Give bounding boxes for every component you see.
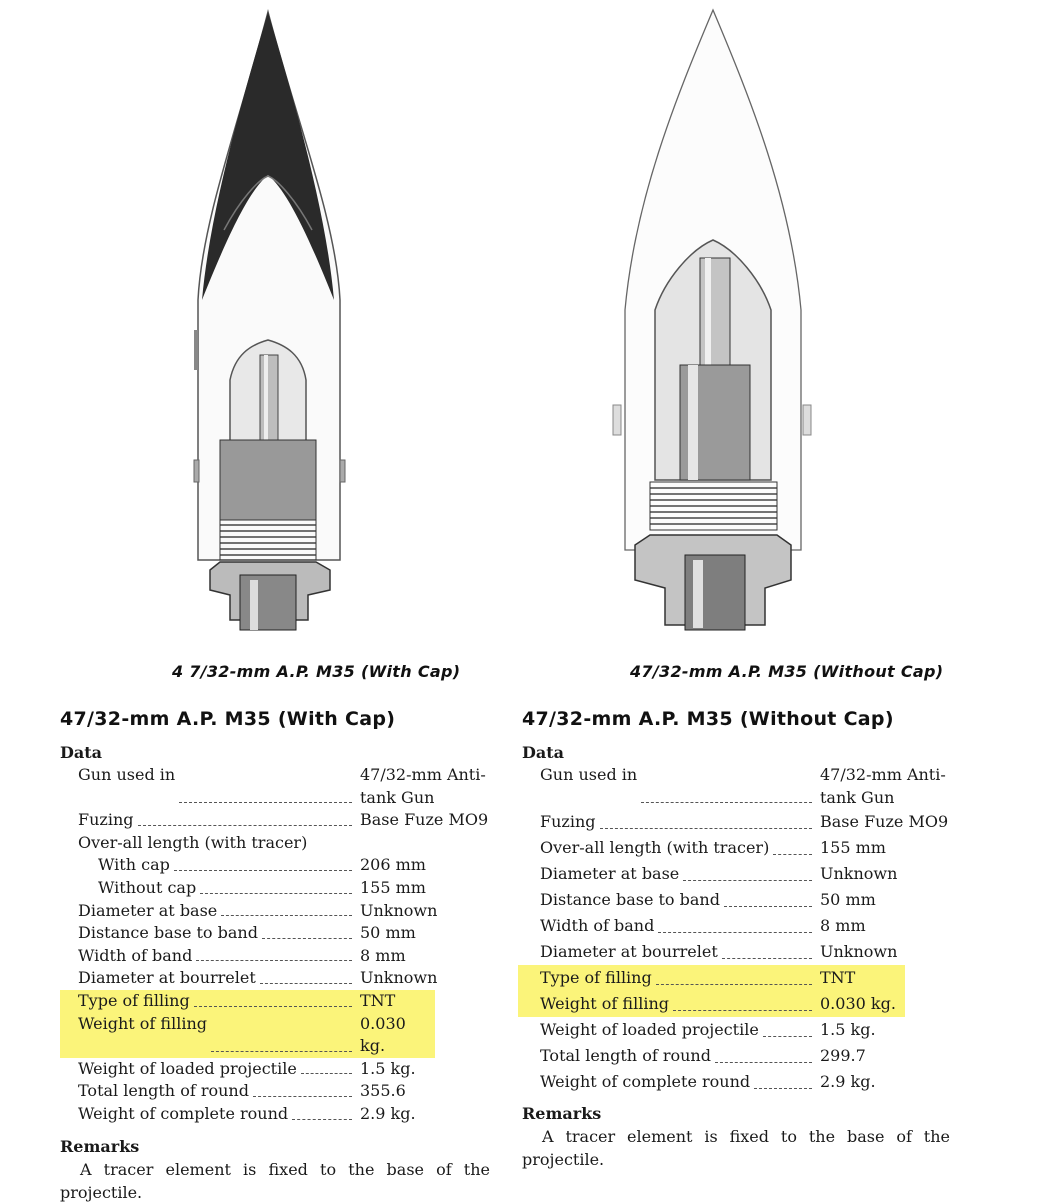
table-row: Fuzing Base Fuze MO9 [78, 810, 489, 830]
highlighted-rows [518, 965, 905, 1017]
table-row: Gun used in 47/32-mm Anti- tank Gun [78, 765, 486, 807]
data-heading: Data [60, 743, 102, 762]
figure-caption-without-cap: 47/32-mm A.P. M35 (Without Cap) [630, 662, 944, 681]
table-row: Diameter at base Unknown [540, 861, 950, 887]
remarks-heading: Remarks [60, 1136, 140, 1156]
table-row: Total length of round 355.6 [78, 1081, 406, 1101]
table-row: Weight of loaded projectile 1.5 kg. [540, 1017, 950, 1043]
data-heading: Data [522, 743, 564, 762]
highlighted-rows [60, 990, 435, 1058]
table-row: Total length of round 299.7 [540, 1043, 950, 1069]
table-row: Weight of complete round 2.9 kg. [78, 1103, 416, 1123]
table-row: Diameter at bourrelet Unknown [540, 939, 950, 965]
table-row: Without cap 155 mm [98, 877, 426, 897]
remarks-text: A tracer element is fixed to the base of the projectile. [522, 1127, 950, 1170]
right-column [522, 708, 950, 1171]
left-column [60, 708, 490, 1204]
table-row: Weight of complete round 2.9 kg. [540, 1069, 950, 1095]
table-row: Weight of filling 0.030 kg. [78, 1013, 406, 1056]
table-row: Gun used in 47/32-mm Anti- tank Gun [540, 765, 946, 807]
table-row: Weight of loaded projectile 1.5 kg. [78, 1058, 416, 1078]
table-row: Distance base to band 50 mm [78, 923, 416, 943]
table-row: Distance base to band 50 mm [540, 887, 950, 913]
shell-with-cap-drawing [180, 0, 370, 640]
section-title-with-cap: 47/32-mm A.P. M35 (With Cap) [60, 708, 396, 730]
table-row: Diameter at base Unknown [78, 900, 438, 920]
table-row: Type of filling TNT [78, 990, 396, 1010]
shell-without-cap-drawing [605, 0, 820, 640]
table-row: Weight of filling 0.030 kg. [540, 991, 905, 1017]
data-table [60, 764, 490, 1126]
table-row: Diameter at bourrelet Unknown [78, 968, 438, 988]
table-row: Width of band 8 mm [78, 945, 406, 965]
table-row: With cap 206 mm [98, 855, 426, 875]
data-table [522, 764, 950, 1095]
table-row: Type of filling TNT [540, 965, 905, 991]
section-title-without-cap: 47/32-mm A.P. M35 (Without Cap) [522, 708, 894, 730]
figure-caption-with-cap: 4 7/32-mm A.P. M35 (With Cap) [172, 662, 461, 681]
table-row: Fuzing Base Fuze MO9 [540, 809, 950, 835]
remarks-heading: Remarks [522, 1104, 602, 1124]
remarks-text: A tracer element is fixed to the base of the projectile. [60, 1159, 490, 1202]
table-row: Over-all length (with tracer) 155 mm [540, 835, 950, 861]
table-row: Width of band 8 mm [540, 913, 950, 939]
table-row: Over-all length (with tracer) [78, 832, 308, 852]
